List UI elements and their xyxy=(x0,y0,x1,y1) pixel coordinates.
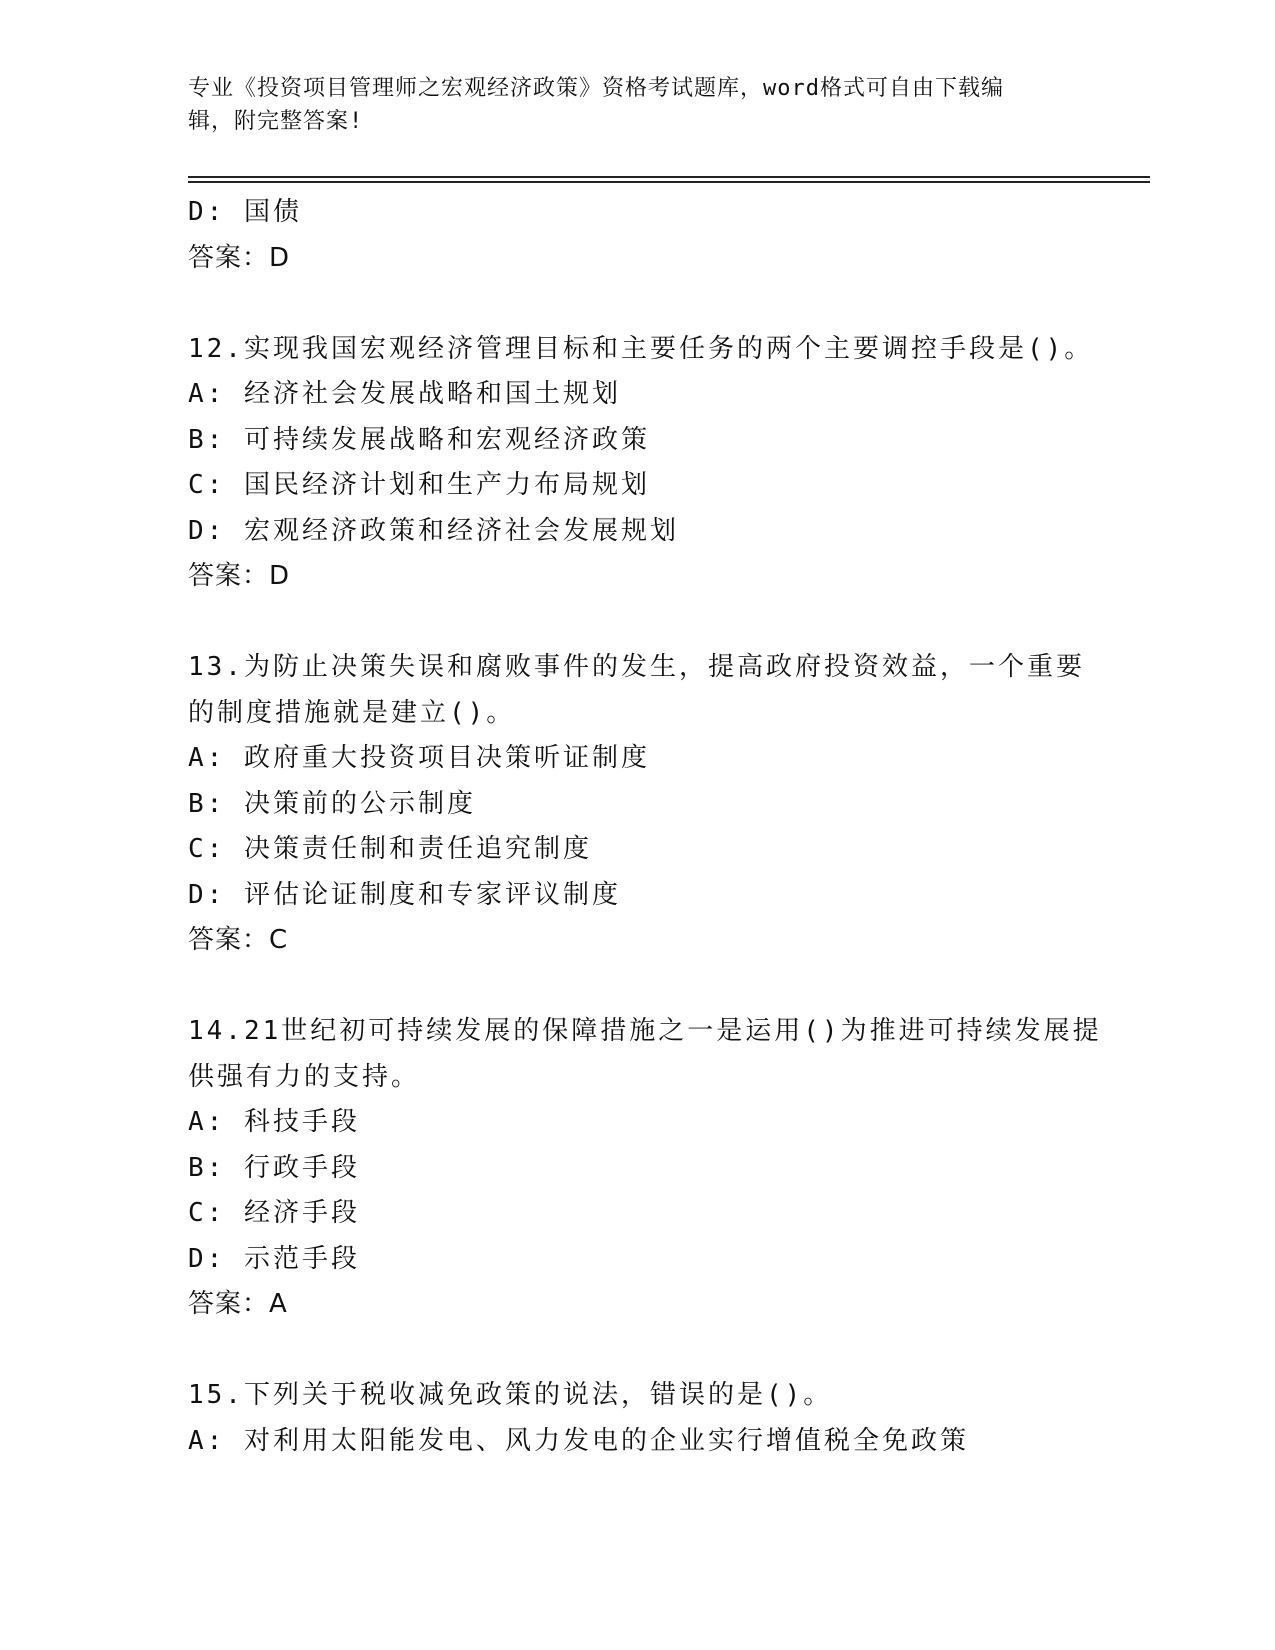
answer: 答案：A xyxy=(188,1289,288,1319)
question-stem-line-1: 13.为防止决策失误和腐败事件的发生，提高政府投资效益，一个重要 xyxy=(188,652,1085,682)
spacer xyxy=(188,281,1088,327)
question-15 xyxy=(188,1373,1088,1464)
document-header xyxy=(188,72,1068,138)
option-a: A: 科技手段 xyxy=(188,1107,360,1137)
option-d: D: 宏观经济政策和经济社会发展规划 xyxy=(188,515,679,546)
option-b: B: 可持续发展战略和宏观经济政策 xyxy=(188,424,650,455)
prev-question-answer: 答案：D xyxy=(188,242,291,273)
question-stem: 15.下列关于税收减免政策的说法，错误的是()。 xyxy=(188,1380,833,1410)
option-c: C: 决策责任制和责任追究制度 xyxy=(188,834,592,864)
spacer xyxy=(188,1328,1088,1374)
option-d: D: 评估论证制度和专家评议制度 xyxy=(188,879,621,910)
spacer xyxy=(188,600,1088,646)
header-line-1: 专业《投资项目管理师之宏观经济政策》资格考试题库，word格式可自由下载编 xyxy=(188,76,1004,101)
question-13 xyxy=(188,645,1088,964)
header-rule-top xyxy=(188,176,1150,178)
question-14 xyxy=(188,1009,1102,1328)
question-stem-line-2: 的制度措施就是建立()。 xyxy=(188,697,516,728)
option-d: D: 示范手段 xyxy=(188,1243,360,1274)
question-stem-line-2: 供强有力的支持。 xyxy=(188,1061,421,1092)
question-12 xyxy=(188,327,1094,600)
header-line-2: 辑，附完整答案! xyxy=(188,109,364,134)
answer: 答案：D xyxy=(188,561,291,591)
option-a: A: 经济社会发展战略和国土规划 xyxy=(188,379,621,409)
answer: 答案：C xyxy=(188,925,289,955)
option-a: A: 政府重大投资项目决策听证制度 xyxy=(188,743,650,773)
question-content xyxy=(188,190,1102,1464)
option-c: C: 国民经济计划和生产力布局规划 xyxy=(188,470,650,500)
option-b: B: 行政手段 xyxy=(188,1152,360,1183)
spacer xyxy=(188,964,1088,1010)
header-rule-bottom xyxy=(188,181,1150,183)
option-a: A: 对利用太阳能发电、风力发电的企业实行增值税全免政策 xyxy=(188,1425,969,1456)
prev-question-option-d: D: 国债 xyxy=(188,197,302,227)
question-stem-line-1: 14.21世纪初可持续发展的保障措施之一是运用()为推进可持续发展提 xyxy=(188,1016,1102,1046)
option-c: C: 经济手段 xyxy=(188,1198,360,1228)
option-b: B: 决策前的公示制度 xyxy=(188,788,476,819)
question-stem: 12.实现我国宏观经济管理目标和主要任务的两个主要调控手段是()。 xyxy=(188,333,1094,364)
